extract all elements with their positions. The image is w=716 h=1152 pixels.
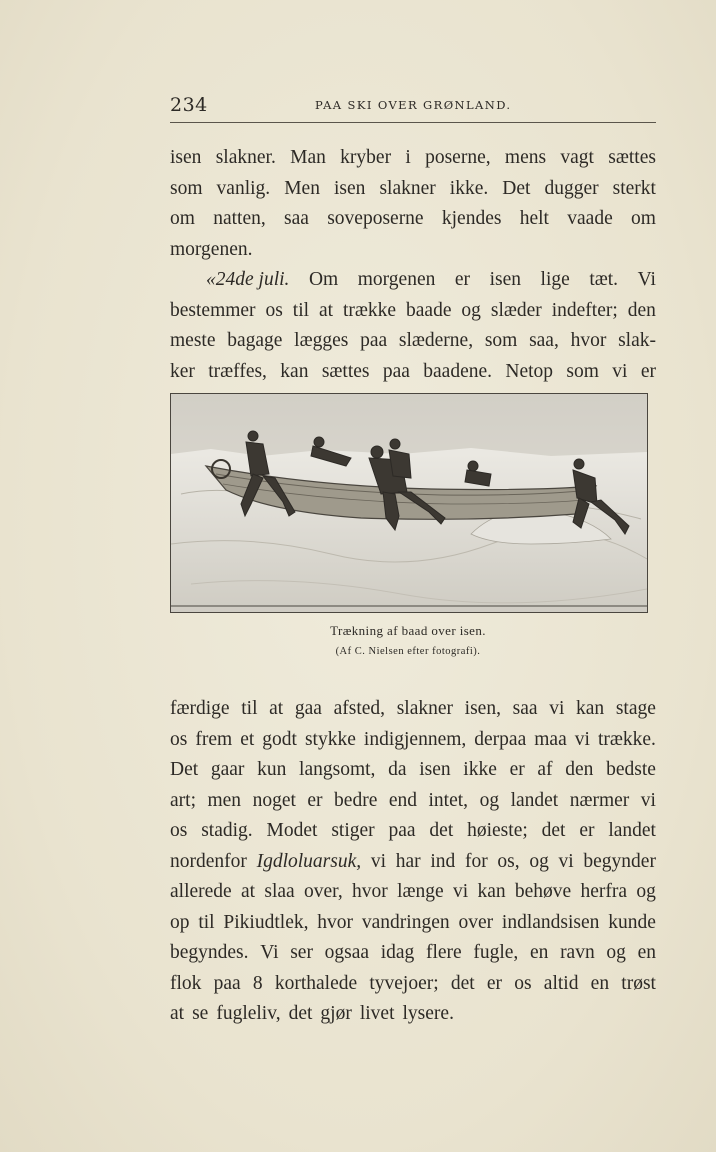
word: at (269, 698, 284, 719)
word: isen (419, 759, 451, 780)
word: slakner (379, 177, 436, 199)
date-heading: «24de juli. (206, 269, 290, 290)
word: allerede (170, 881, 232, 902)
word: er (640, 360, 656, 382)
word: er (509, 759, 525, 780)
word: kryber (340, 147, 392, 168)
word: er (454, 269, 471, 290)
word: livet (359, 1003, 395, 1024)
word: som (566, 360, 599, 382)
word: Man (290, 147, 326, 168)
word: natten, (213, 208, 266, 229)
word: da (388, 759, 407, 780)
word: til (241, 698, 258, 719)
word: slak- (618, 330, 656, 351)
word: poserne, (425, 147, 491, 168)
word: nærmer (569, 789, 630, 811)
word: Det (170, 759, 199, 780)
word: godt (262, 728, 297, 750)
word: vanlig. (216, 177, 271, 199)
word: til (292, 299, 310, 321)
text-block-top (170, 143, 656, 387)
word: for (464, 850, 488, 872)
word: kun (257, 759, 287, 780)
illustration-boat-hauling (170, 393, 648, 613)
page-number: 234 (170, 94, 208, 116)
word: vi (612, 360, 628, 382)
word: har (395, 850, 421, 872)
text-line (170, 877, 656, 908)
word: ikke (463, 759, 497, 780)
word: baadene. (423, 360, 493, 382)
word: vaade (567, 208, 613, 229)
word: lægges (294, 330, 349, 351)
word: som (484, 330, 518, 351)
word: over (458, 911, 494, 933)
word: vi (640, 789, 656, 811)
word: indigjennem, (363, 728, 467, 750)
word: om (170, 208, 195, 229)
word: morgenen (357, 269, 436, 290)
word: om (631, 208, 656, 229)
running-title: PAA SKI OVER GRØNLAND. (315, 98, 512, 112)
word: herfra (580, 881, 628, 902)
word: morgenen. (170, 238, 253, 260)
word: Netop (505, 360, 554, 382)
word: os (514, 972, 532, 994)
word: Men (284, 177, 320, 199)
word: end (388, 789, 418, 811)
word: er (486, 972, 503, 994)
word: idag (380, 942, 415, 963)
word: Vi (260, 942, 279, 963)
figure-credit: (Af C. Nielsen efter fotografi). (335, 646, 481, 657)
word: kjendes (441, 208, 502, 229)
word: bedste (606, 759, 656, 780)
word: bedre (334, 789, 378, 811)
word: vi (574, 728, 590, 750)
text-line (170, 816, 656, 847)
text-line (170, 235, 656, 266)
text-line-date (170, 265, 656, 296)
word: men (207, 789, 242, 811)
word: slaa (264, 881, 295, 902)
word: sættes (321, 360, 370, 382)
word: det (450, 972, 475, 994)
word: den (627, 299, 656, 321)
word: korthalede (274, 972, 358, 994)
word: vandringen (361, 911, 450, 933)
word: gaar (210, 759, 245, 780)
word: vi (558, 850, 574, 872)
word: kan (477, 881, 506, 902)
word: os (170, 820, 188, 841)
word: landet (608, 820, 656, 841)
word: bagage (227, 330, 283, 351)
word: stiger (331, 820, 375, 841)
word: os (170, 728, 188, 750)
word: en (590, 972, 610, 994)
word: ser (290, 942, 313, 963)
word: en (529, 942, 549, 963)
word: paa (213, 972, 241, 994)
word: ind (430, 850, 456, 872)
word: meste (170, 330, 216, 351)
word: fugleliv, (216, 1003, 281, 1024)
word: isen, (464, 698, 501, 719)
running-head (170, 94, 656, 124)
word: hvor (352, 881, 388, 902)
word: dugger (544, 177, 599, 199)
word: ogsaa (324, 942, 370, 963)
word: saa, (529, 330, 559, 351)
word: lige (540, 269, 570, 290)
word: og (606, 942, 626, 963)
word: kan (576, 698, 605, 719)
word: bestemmer (170, 299, 256, 321)
word: noget (252, 789, 296, 811)
word: kunde (608, 911, 656, 933)
word: Modet (266, 820, 318, 841)
word: sterkt (612, 177, 656, 199)
word: og (461, 299, 481, 321)
word: stage (615, 698, 656, 719)
word: over, (304, 881, 343, 902)
word: stadig. (201, 820, 253, 841)
word: langsomt, (299, 759, 376, 780)
word: en (637, 942, 656, 963)
word: tæt. (589, 269, 619, 290)
word: isen (333, 177, 366, 199)
word: nordenfor (170, 850, 247, 872)
word: frem (195, 728, 233, 750)
text-line (170, 908, 656, 939)
word: soveposerne (327, 208, 424, 229)
word: vi (370, 850, 387, 872)
text-line (170, 143, 656, 174)
word: slakner. (215, 147, 276, 168)
word: flok (170, 972, 202, 994)
word: Om (308, 269, 339, 290)
word: at (241, 881, 256, 902)
word: hvor (570, 330, 607, 351)
word: mens (504, 147, 547, 168)
word: og (529, 850, 549, 872)
word: vi (549, 698, 565, 719)
word: færdige (170, 698, 230, 719)
word: slæderne, (398, 330, 474, 351)
word: vi (452, 881, 469, 902)
word: paa (382, 360, 410, 382)
word: indefter; (551, 299, 618, 321)
word: længe (397, 881, 444, 902)
word: se (192, 1003, 209, 1024)
word: det (541, 820, 566, 841)
word: ker (170, 360, 195, 382)
word: indlandsisen (501, 911, 600, 933)
text-block-bottom (170, 694, 656, 1030)
word: op (170, 911, 190, 933)
word: slakner (396, 698, 454, 719)
word: Det (502, 177, 531, 199)
word: hvor (317, 911, 354, 933)
word: gaa (294, 698, 322, 719)
text-line (170, 204, 656, 235)
word: saa (512, 698, 538, 719)
figure-caption: Trækning af baad over isen. (330, 623, 486, 638)
word: og (479, 789, 500, 811)
place-name: Igdloluarsuk, (256, 850, 362, 872)
word: tyvejoer; (369, 972, 439, 994)
word: derpaa (474, 728, 527, 750)
word: stykke (304, 728, 356, 750)
word: ravn (560, 942, 595, 963)
word: begyndes. (170, 942, 249, 963)
word: det (288, 1003, 313, 1024)
text-line (170, 755, 656, 786)
word: altid (543, 972, 579, 994)
word: at (170, 1003, 185, 1024)
word: fugle, (473, 942, 519, 963)
word: helt (519, 208, 549, 229)
word: det (429, 820, 454, 841)
word: et (240, 728, 255, 750)
text-line (170, 999, 656, 1030)
word: høieste; (467, 820, 528, 841)
word: slæder (490, 299, 542, 321)
text-line (170, 296, 656, 327)
word: den (565, 759, 594, 780)
word: er (307, 789, 323, 811)
word: saa (284, 208, 309, 229)
word: behøve (514, 881, 572, 902)
word: i (405, 147, 411, 168)
word: baade (406, 299, 452, 321)
word: Pikiudtlek, (223, 911, 309, 933)
word: ikke. (449, 177, 489, 199)
word: trække. (597, 728, 656, 750)
word: kan (280, 360, 309, 382)
word: begynder (583, 850, 656, 872)
word: træffes, (208, 360, 267, 382)
text-line (170, 969, 656, 1000)
word: paa (360, 330, 388, 351)
word: til (198, 911, 215, 933)
word: os, (497, 850, 520, 872)
text-line (170, 725, 656, 756)
text-line (170, 357, 656, 388)
text-line (170, 786, 656, 817)
word: isen (170, 147, 202, 168)
word: lysere. (402, 1003, 454, 1024)
word: og (636, 881, 656, 902)
word: os (265, 299, 283, 321)
text-line (170, 938, 656, 969)
word: som (170, 177, 203, 199)
word: afsted, (333, 698, 386, 719)
word: intet, (428, 789, 469, 811)
word: er (579, 820, 595, 841)
word: Vi (637, 269, 656, 290)
word: af (537, 759, 553, 780)
word: trække (343, 299, 397, 321)
word: vagt (560, 147, 594, 168)
word: landet (510, 789, 559, 811)
word: isen (489, 269, 521, 290)
word: art; (170, 789, 196, 811)
word: maa (534, 728, 567, 750)
word: paa (388, 820, 416, 841)
text-line (170, 326, 656, 357)
header-rule (170, 122, 656, 123)
text-line (170, 174, 656, 205)
word: at (318, 299, 334, 321)
word: gjør (320, 1003, 352, 1024)
text-line-place (170, 847, 656, 878)
word: trøst (621, 972, 656, 994)
word: flere (425, 942, 462, 963)
word: 8 (252, 972, 263, 994)
text-line (170, 694, 656, 725)
word: sættes (608, 147, 656, 168)
